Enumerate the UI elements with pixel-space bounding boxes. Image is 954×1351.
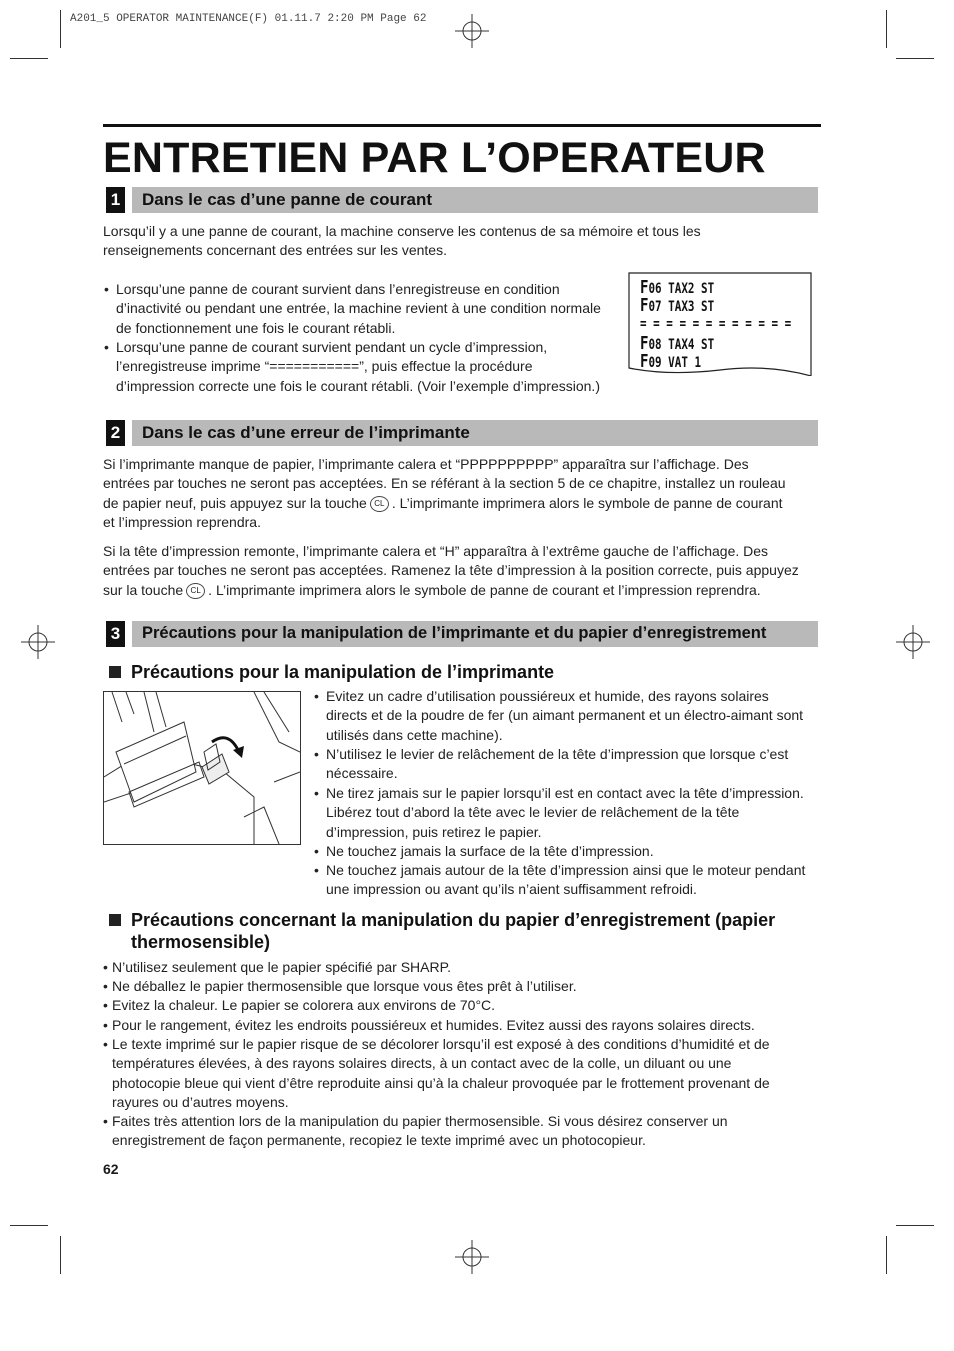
cl-key-icon: CL xyxy=(370,496,389,512)
page-title: ENTRETIEN PAR L’OPERATEUR xyxy=(103,134,766,182)
text-line: Evitez la chaleur. Le papier se colorera aux environs de 70°C. xyxy=(112,997,496,1013)
printer-lever-icon xyxy=(104,692,300,844)
crop-mark xyxy=(886,10,887,48)
section-heading: Dans le cas d’une erreur de l’imprimante xyxy=(142,423,470,442)
text-line: Si la tête d’impression remonte, l’imprimante calera et “H” apparaîtra à l’extrême gauche de l’affichage. Des xyxy=(103,543,769,559)
text-line: l’enregistreuse imprime “===========”, puis effectue la procédure xyxy=(116,358,533,375)
cl-key-icon: CL xyxy=(186,583,205,599)
title-rule xyxy=(103,124,821,127)
text-line: d’impression correcte une fois le courant rétabli. (Voir l’exemple d’impression.) xyxy=(116,377,600,394)
section-number: 2 xyxy=(106,420,125,446)
text-line: utilisés dans cette machine). xyxy=(326,726,503,743)
list-item: • N’utilisez le levier de relâchement de la tête d’impression que lorsque c’est nécessaire. xyxy=(326,745,788,784)
page-number: 62 xyxy=(103,1161,119,1177)
section-2-paragraph-2 xyxy=(103,542,799,600)
text-line: Pour le rangement, évitez les endroits poussiéreux et humides. Evitez aussi des rayons solaires directs. xyxy=(112,1017,755,1033)
registration-mark-icon xyxy=(455,14,489,48)
section-1-intro xyxy=(103,222,701,261)
text-line: renseignements concernant des entrées sur les ventes. xyxy=(103,242,447,259)
crop-mark xyxy=(60,1236,61,1274)
section-2-paragraph-1 xyxy=(103,455,786,532)
text-line: enregistrement de façon permanente, recopiez le texte imprimé avec un photocopieur. xyxy=(112,1132,646,1149)
text-line: Lorsqu’une panne de courant survient dans l’enregistreuse en condition xyxy=(116,281,560,297)
square-bullet-icon xyxy=(109,666,121,678)
text-line: Libérez tout d’abord la tête avec le levier de relâchement de la tête xyxy=(326,804,740,821)
text-line: de fonctionnement une fois le courant rétabli. xyxy=(116,319,396,336)
list-item: • Ne touchez jamais autour de la tête d’impression ainsi que le moteur pendant une impression ou avant qu’ils n’aient suffisamment refroidi. xyxy=(326,861,805,900)
section-heading: Précautions pour la manipulation de l’imprimante et du papier d’enregistrement xyxy=(142,624,767,642)
section-number: 1 xyxy=(106,187,125,213)
list-item: • Ne tirez jamais sur le papier lorsqu’il est en contact avec la tête d’impression. Libérez tout d’abord la tête avec le levier de relâchement de la tête d’impression, puis retirez le papier. xyxy=(326,784,804,842)
list-item: • Le texte imprimé sur le papier risque de se décolorer lorsqu’il est exposé à des conditions d’humidité et de températures élevées, à des rayons solaires directs, à un contact avec de la colle, un diluant ou une photocopie bleue qui vient d’être reproduite ainsi qu’à la chaleur provoquée par le frottement provenant de rayures ou d’autres moyens. xyxy=(112,1035,770,1112)
crop-mark xyxy=(10,1225,48,1226)
text-line: Ne touchez jamais la surface de la tête d’impression. xyxy=(326,843,654,859)
section-heading-bar xyxy=(132,621,818,647)
text-line: entrées par touches ne seront pas acceptées. Ramenez la tête d’impression à la position correcte, puis appuyez xyxy=(103,562,799,579)
crop-mark xyxy=(896,58,934,59)
list-item: • Ne touchez jamais la surface de la tête d’impression. xyxy=(326,842,654,861)
registration-mark-icon xyxy=(896,625,930,659)
crop-mark xyxy=(10,58,48,59)
list-item: • N’utilisez seulement que le papier spécifié par SHARP. xyxy=(112,958,451,977)
text-line: Ne touchez jamais autour de la tête d’impression ainsi que le moteur pendant xyxy=(326,862,806,878)
square-bullet-icon xyxy=(109,914,121,926)
list-item: • Pour le rangement, évitez les endroits poussiéreux et humides. Evitez aussi des rayons solaires directs. xyxy=(112,1016,755,1035)
text-line: directs et de la poudre de fer (un aimant permanent et un électro-aimant sont xyxy=(326,707,804,724)
text-line: sur la touche CL . L’imprimante imprimera alors le symbole de panne de courant et l’impression reprendra. xyxy=(103,581,761,598)
text-line: Evitez un cadre d’utilisation poussiéreux et humide, des rayons solaires xyxy=(326,688,769,704)
text-line: rayures ou d’autres moyens. xyxy=(112,1093,289,1110)
text-line: températures élevées, à des rayons solaires directs, à un contact avec de la colle, un diluant ou une xyxy=(112,1055,732,1072)
crop-mark xyxy=(60,10,61,48)
receipt-example xyxy=(628,272,812,376)
text-line: Si l’imprimante manque de papier, l’imprimante calera et “PPPPPPPPPP” apparaîtra sur l’affichage. Des xyxy=(103,456,749,472)
receipt-line: F06 TAX2 ST xyxy=(640,277,715,298)
text-line: photocopie bleue qui vient d’être reproduite ainsi qu’à la chaleur provoquée par le frottement provenant de xyxy=(112,1074,770,1091)
registration-mark-icon xyxy=(21,625,55,659)
crop-mark xyxy=(896,1225,934,1226)
text-line: d’impression, puis retirez le papier. xyxy=(326,823,542,840)
text-line: Faites très attention lors de la manipulation du papier thermosensible. Si vous désirez conserver un xyxy=(112,1113,728,1129)
text-line: nécessaire. xyxy=(326,765,398,782)
text-line: d’inactivité ou pendant une entrée, la machine revient à une condition normale xyxy=(116,300,601,317)
text-line: Le texte imprimé sur le papier risque de se décolorer lorsqu’il est exposé à des conditions d’humidité et de xyxy=(112,1036,770,1052)
subsection-heading-text: Précautions concernant la manipulation du papier d’enregistrement (papier xyxy=(131,910,776,930)
text-line: N’utilisez le levier de relâchement de la tête d’impression que lorsque c’est xyxy=(326,746,789,762)
text-line: Lorsqu’une panne de courant survient pendant un cycle d’impression, xyxy=(116,339,548,355)
list-item: • Lorsqu’une panne de courant survient pendant un cycle d’impression, l’enregistreuse imprime “===========”, puis effectue la procédure d’impression correcte une fois le courant rétabli. (Voir l’exemple d’impression.) xyxy=(116,338,600,396)
list-item: • Evitez un cadre d’utilisation poussiéreux et humide, des rayons solaires directs et de la poudre de fer (un aimant permanent et un électro-aimant sont utilisés dans cette machine). xyxy=(326,687,803,745)
receipt-line: F09 VAT 1 xyxy=(640,351,702,372)
list-item: • Lorsqu’une panne de courant survient dans l’enregistreuse en condition d’inactivité ou pendant une entrée, la machine revient à une condition normale de fonctionnement une fois le courant rétabli. xyxy=(116,280,601,338)
crop-mark xyxy=(886,1236,887,1274)
subsection-heading-text: Précautions pour la manipulation de l’imprimante xyxy=(131,662,555,682)
text-line: N’utilisez seulement que le papier spécifié par SHARP. xyxy=(112,959,452,975)
text-line: Lorsqu’il y a une panne de courant, la machine conserve les contenus de sa mémoire et tous les xyxy=(103,223,701,239)
section-number: 3 xyxy=(106,621,125,647)
section-heading-bar xyxy=(132,420,818,446)
section-heading-bar xyxy=(132,187,818,213)
text-line: Ne déballez le papier thermosensible que lorsque vous êtes prêt à l’utiliser. xyxy=(112,978,577,994)
list-item: • Faites très attention lors de la manipulation du papier thermosensible. Si vous désirez conserver un enregistrement de façon permanente, recopiez le texte imprimé avec un photocopieur. xyxy=(112,1112,728,1151)
text-line: entrées par touches ne seront pas acceptées. En se référant à la section 5 de ce chapitre, installez un rouleau xyxy=(103,475,786,492)
text-line: et l’impression reprendra. xyxy=(103,513,261,530)
registration-mark-icon xyxy=(455,1240,489,1274)
subsection-heading-text: thermosensible) xyxy=(131,932,271,952)
printer-illustration xyxy=(103,691,301,845)
receipt-line: F07 TAX3 ST xyxy=(640,295,715,316)
text-line: Ne tirez jamais sur le papier lorsqu’il est en contact avec la tête d’impression. xyxy=(326,785,804,801)
list-item: • Evitez la chaleur. Le papier se colorera aux environs de 70°C. xyxy=(112,996,495,1015)
list-item: • Ne déballez le papier thermosensible que lorsque vous êtes prêt à l’utiliser. xyxy=(112,977,577,996)
receipt-line: F08 TAX4 ST xyxy=(640,333,715,354)
print-header: A201_5 OPERATOR MAINTENANCE(F) 01.11.7 2:20 PM Page 62 xyxy=(70,13,427,25)
text-line: une impression ou avant qu’ils n’aient suffisamment refroidi. xyxy=(326,881,697,898)
receipt-line: = = = = = = = = = = = = xyxy=(640,316,792,332)
section-heading: Dans le cas d’une panne de courant xyxy=(142,190,433,209)
text-line: de papier neuf, puis appuyez sur la touche CL . L’imprimante imprimera alors le symbole de panne de courant xyxy=(103,494,783,511)
